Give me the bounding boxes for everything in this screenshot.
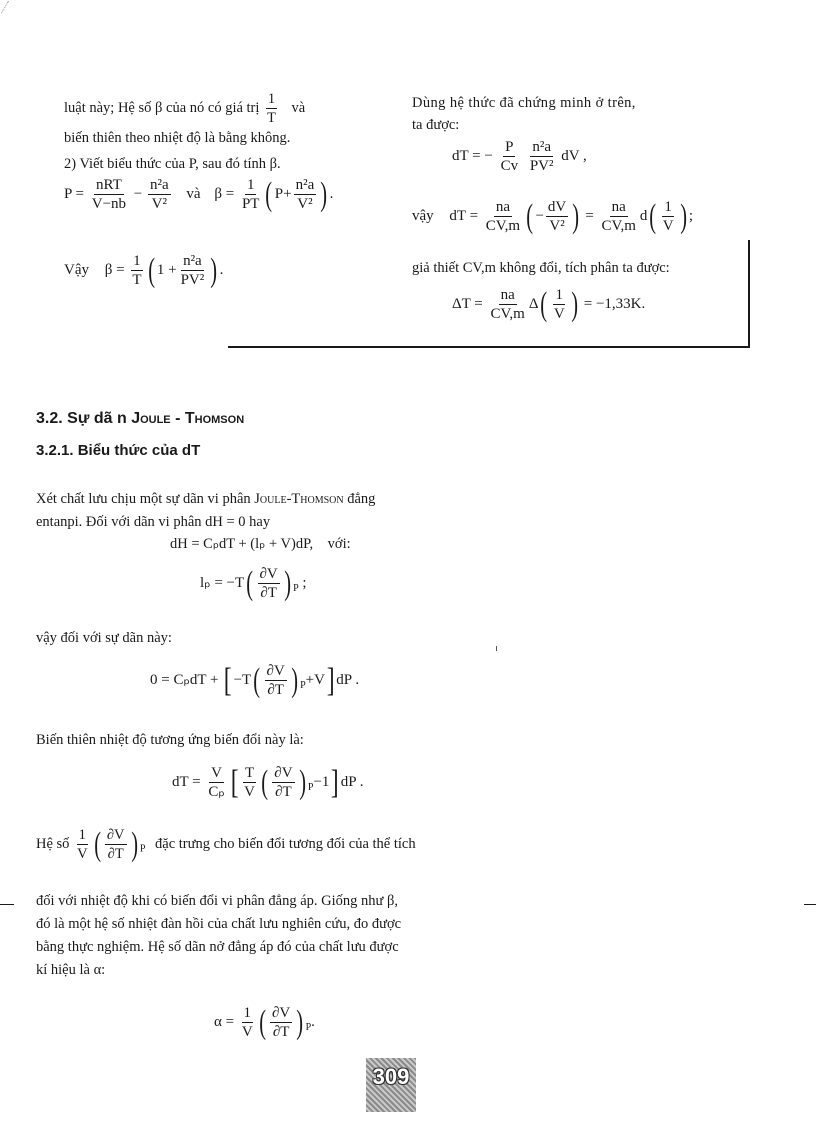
equation-lp: lₚ = −T( $\frac{\partial V}{\partial T}$ ) $_P$ ; xyxy=(200,564,307,602)
page-number: 309 xyxy=(366,1058,416,1112)
equation-dt-1: dT = − $\frac{P}{Cv}$ $\frac{\text{n²a}}{\text{PV²}}$ dV , xyxy=(452,139,587,174)
equation-dt: dT = $\frac{V}{\text{Cₚ}}$ [ $\frac{T}{V}$ ( $\frac{\partial V}{\partial T}$ ) $_P$−1] dP . xyxy=(172,763,364,801)
margin-mark-left xyxy=(0,904,14,905)
equation-dh: dH = CₚdT + (lₚ + V)dP, với: xyxy=(170,536,351,552)
stray-mark xyxy=(496,646,497,651)
top-right-line-1: Dùng hệ thức đã chứng minh ở trên, xyxy=(412,95,636,111)
paragraph-1: Xét chất lưu chịu một sự dãn vi phân Joule-Thomson đẳng entanpi. Đối với dãn vi phân dH = 0 hay xyxy=(36,491,376,530)
corner-mark xyxy=(1,1,16,18)
equation-beta-result: Vậy β = $\frac{1}{T}$ ( 1 + $\frac{\text{n²a}}{\text{PV²}}$ ) . xyxy=(64,251,224,289)
top-left-line-3: 2) Viết biểu thức của P, sau đó tính β. xyxy=(64,156,281,172)
section-heading: 3.2. Sự dã n Joule - Thomson xyxy=(36,410,245,427)
paragraph-2: vậy đối với sự dãn này: xyxy=(36,630,172,646)
equation-delta-t: ΔT = $\frac{na}{CV,m}$ Δ( $\frac{1}{V}$ ) = −1,33K. xyxy=(452,285,646,323)
equation-alpha: α = $\frac{1}{V}$ ( $\frac{\partial V}{\partial T}$ ) $_P$. xyxy=(214,1003,315,1041)
equation-p-beta: P = $\frac{\text{nRT}}{V-nb}$ − $\frac{\text{n²a}}{\text{V²}}$ và β = $\frac{1}{PT}$ ( P+ $\frac{\text{n²a}}{\text{V²}}$ ) . xyxy=(64,175,334,213)
fraction: $\frac{1}{T}$ xyxy=(267,91,276,126)
top-left-line-2: biến thiên theo nhiệt độ là bằng không. xyxy=(64,130,291,146)
equation-zero: 0 = CₚdT + [ −T( $\frac{\partial V}{\partial T}$ ) $_P$+V] dP . xyxy=(150,661,360,699)
box-right-rule xyxy=(748,240,750,348)
top-right-line-2: ta được: xyxy=(412,117,460,133)
sub-heading: 3.2.1. Biểu thức của dT xyxy=(36,442,201,459)
equation-dt-2: vậy dT = $\frac{na}{CV,m}$ ( − $\frac{dV}{\text{V²}}$ ) = $\frac{na}{CV,m}$ d( $\frac{1}{V}$ ) ; xyxy=(412,197,694,235)
paragraph-4: Hệ số $\frac{1}{V}$ ( $\frac{\partial V}{\partial T}$ ) $_P$ đặc trưng cho biến đổi tương đối của thể tích xyxy=(36,825,416,863)
top-right-line-3: giả thiết CV,m không đổi, tích phân ta được: xyxy=(412,260,670,276)
paragraph-3: Biến thiên nhiệt độ tương ứng biến đổi này là: xyxy=(36,732,304,748)
paragraph-5: đối với nhiệt độ khi có biến đổi vi phân đẳng áp. Giống như β, đó là một hệ số nhiệt đàn hồi của chất lưu nghiên cứu, đo được bằng thực nghiệm. Hệ số dãn nở đẳng áp đó của chất lưu được kí hiệu là α: xyxy=(36,893,402,978)
margin-mark-right xyxy=(804,904,816,905)
top-left-column xyxy=(64,90,394,177)
box-bottom-rule xyxy=(228,346,750,348)
top-right-column xyxy=(412,90,742,138)
top-left-line-1: luật này; Hệ số β của nó có giá trị $\frac{1}{T}$ và xyxy=(64,91,306,126)
